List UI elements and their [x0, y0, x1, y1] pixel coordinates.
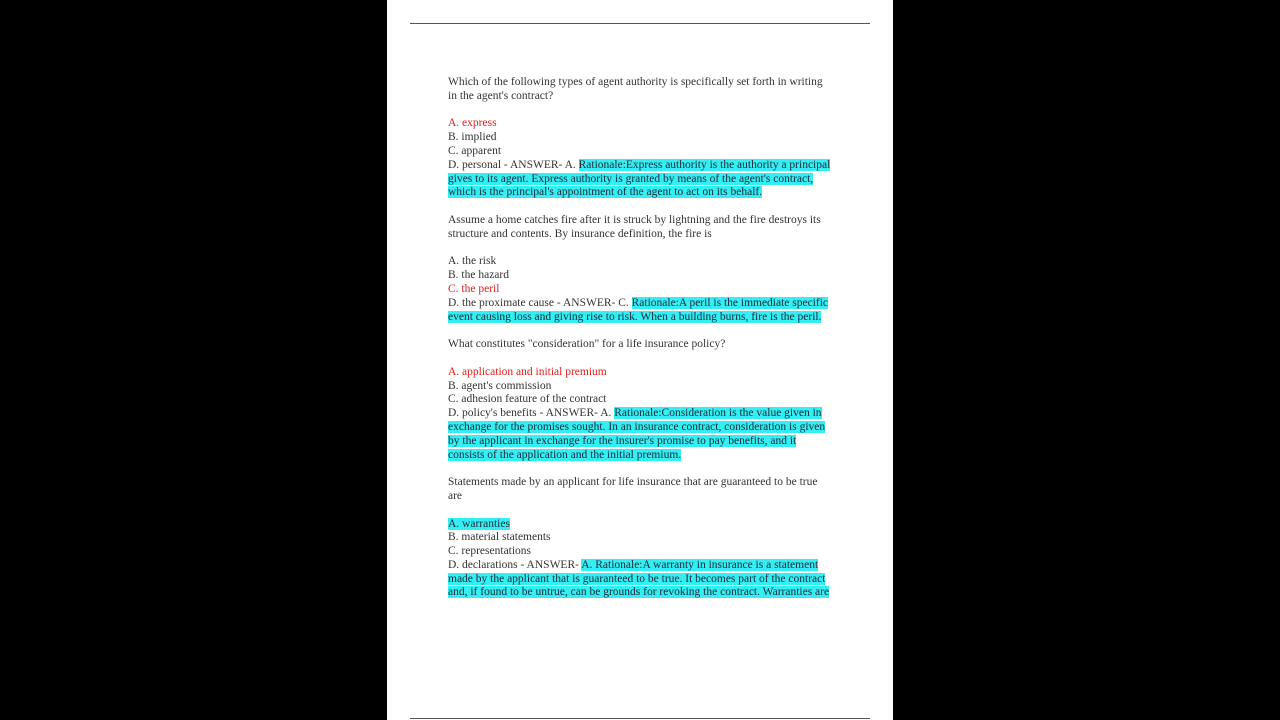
rationale-highlight: Rationale:Express authority is the authority a principal: [578, 158, 831, 171]
question-text-line: structure and contents. By insurance definition, the fire is: [448, 227, 712, 240]
rationale-highlight: consists of the application and the initial premium.: [448, 448, 682, 461]
question-text-line: are: [448, 489, 463, 502]
question-text-line: Assume a home catches fire after it is struck by lightning and the fire destroys its: [448, 213, 821, 226]
question-1: [448, 76, 848, 200]
option: C. apparent: [448, 144, 502, 157]
correct-option: A. application and initial premium: [448, 365, 607, 378]
question-text-line: Which of the following types of agent authority is specifically set forth in writing: [448, 76, 823, 88]
document-content: [448, 76, 848, 600]
correct-option: C. the peril: [448, 282, 500, 295]
option: C. representations: [448, 545, 532, 558]
question-text-line: in the agent's contract?: [448, 89, 554, 102]
option: B. the hazard: [448, 269, 509, 282]
rationale-highlight: by the applicant in exchange for the insurer's promise to pay benefits, and it: [448, 434, 797, 447]
rationale-highlight: Rationale:A peril is the immediate specific: [631, 296, 829, 309]
question-text-line: What constitutes "consideration" for a life insurance policy?: [448, 338, 726, 351]
option: C. adhesion feature of the contract: [448, 393, 607, 406]
rationale-highlight: event causing loss and giving rise to risk. When a building burns, fire is the peril.: [448, 310, 822, 323]
question-4: [448, 476, 848, 600]
option: B. material statements: [448, 531, 551, 544]
bottom-rule: [410, 718, 870, 719]
option-answer-prefix: D. the proximate cause - ANSWER- C.: [448, 296, 632, 309]
correct-option-highlight: A. warranties: [448, 517, 510, 530]
rationale-highlight: Rationale:Consideration is the value given in: [614, 407, 822, 420]
option: B. agent's commission: [448, 379, 552, 392]
rationale-highlight: made by the applicant that is guaranteed to be true. It becomes part of the contract: [448, 572, 826, 585]
option-answer-prefix: D. policy's benefits - ANSWER- A.: [448, 407, 615, 420]
rationale-highlight: and, if found to be untrue, can be grounds for revoking the contract. Warranties are: [448, 586, 830, 599]
option-answer-prefix: D. declarations - ANSWER-: [448, 558, 582, 571]
rationale-highlight: exchange for the promises sought. In an insurance contract, consideration is given: [448, 420, 826, 433]
rationale-highlight: which is the principal's appointment of the agent to act on its behalf.: [448, 186, 763, 199]
option: A. the risk: [448, 255, 497, 268]
rationale-highlight: A. Rationale:A warranty in insurance is a statement: [581, 558, 819, 571]
correct-option: A. express: [448, 117, 497, 130]
question-2: [448, 214, 848, 324]
option-answer-prefix: D. personal - ANSWER- A.: [448, 158, 579, 171]
option: B. implied: [448, 131, 497, 144]
question-3: [448, 338, 848, 462]
document-page: [387, 0, 893, 720]
rationale-highlight: gives to its agent. Express authority is granted by means of the agent's contract,: [448, 172, 814, 185]
top-rule: [410, 23, 870, 24]
question-text-line: Statements made by an applicant for life insurance that are guaranteed to be true: [448, 476, 818, 489]
